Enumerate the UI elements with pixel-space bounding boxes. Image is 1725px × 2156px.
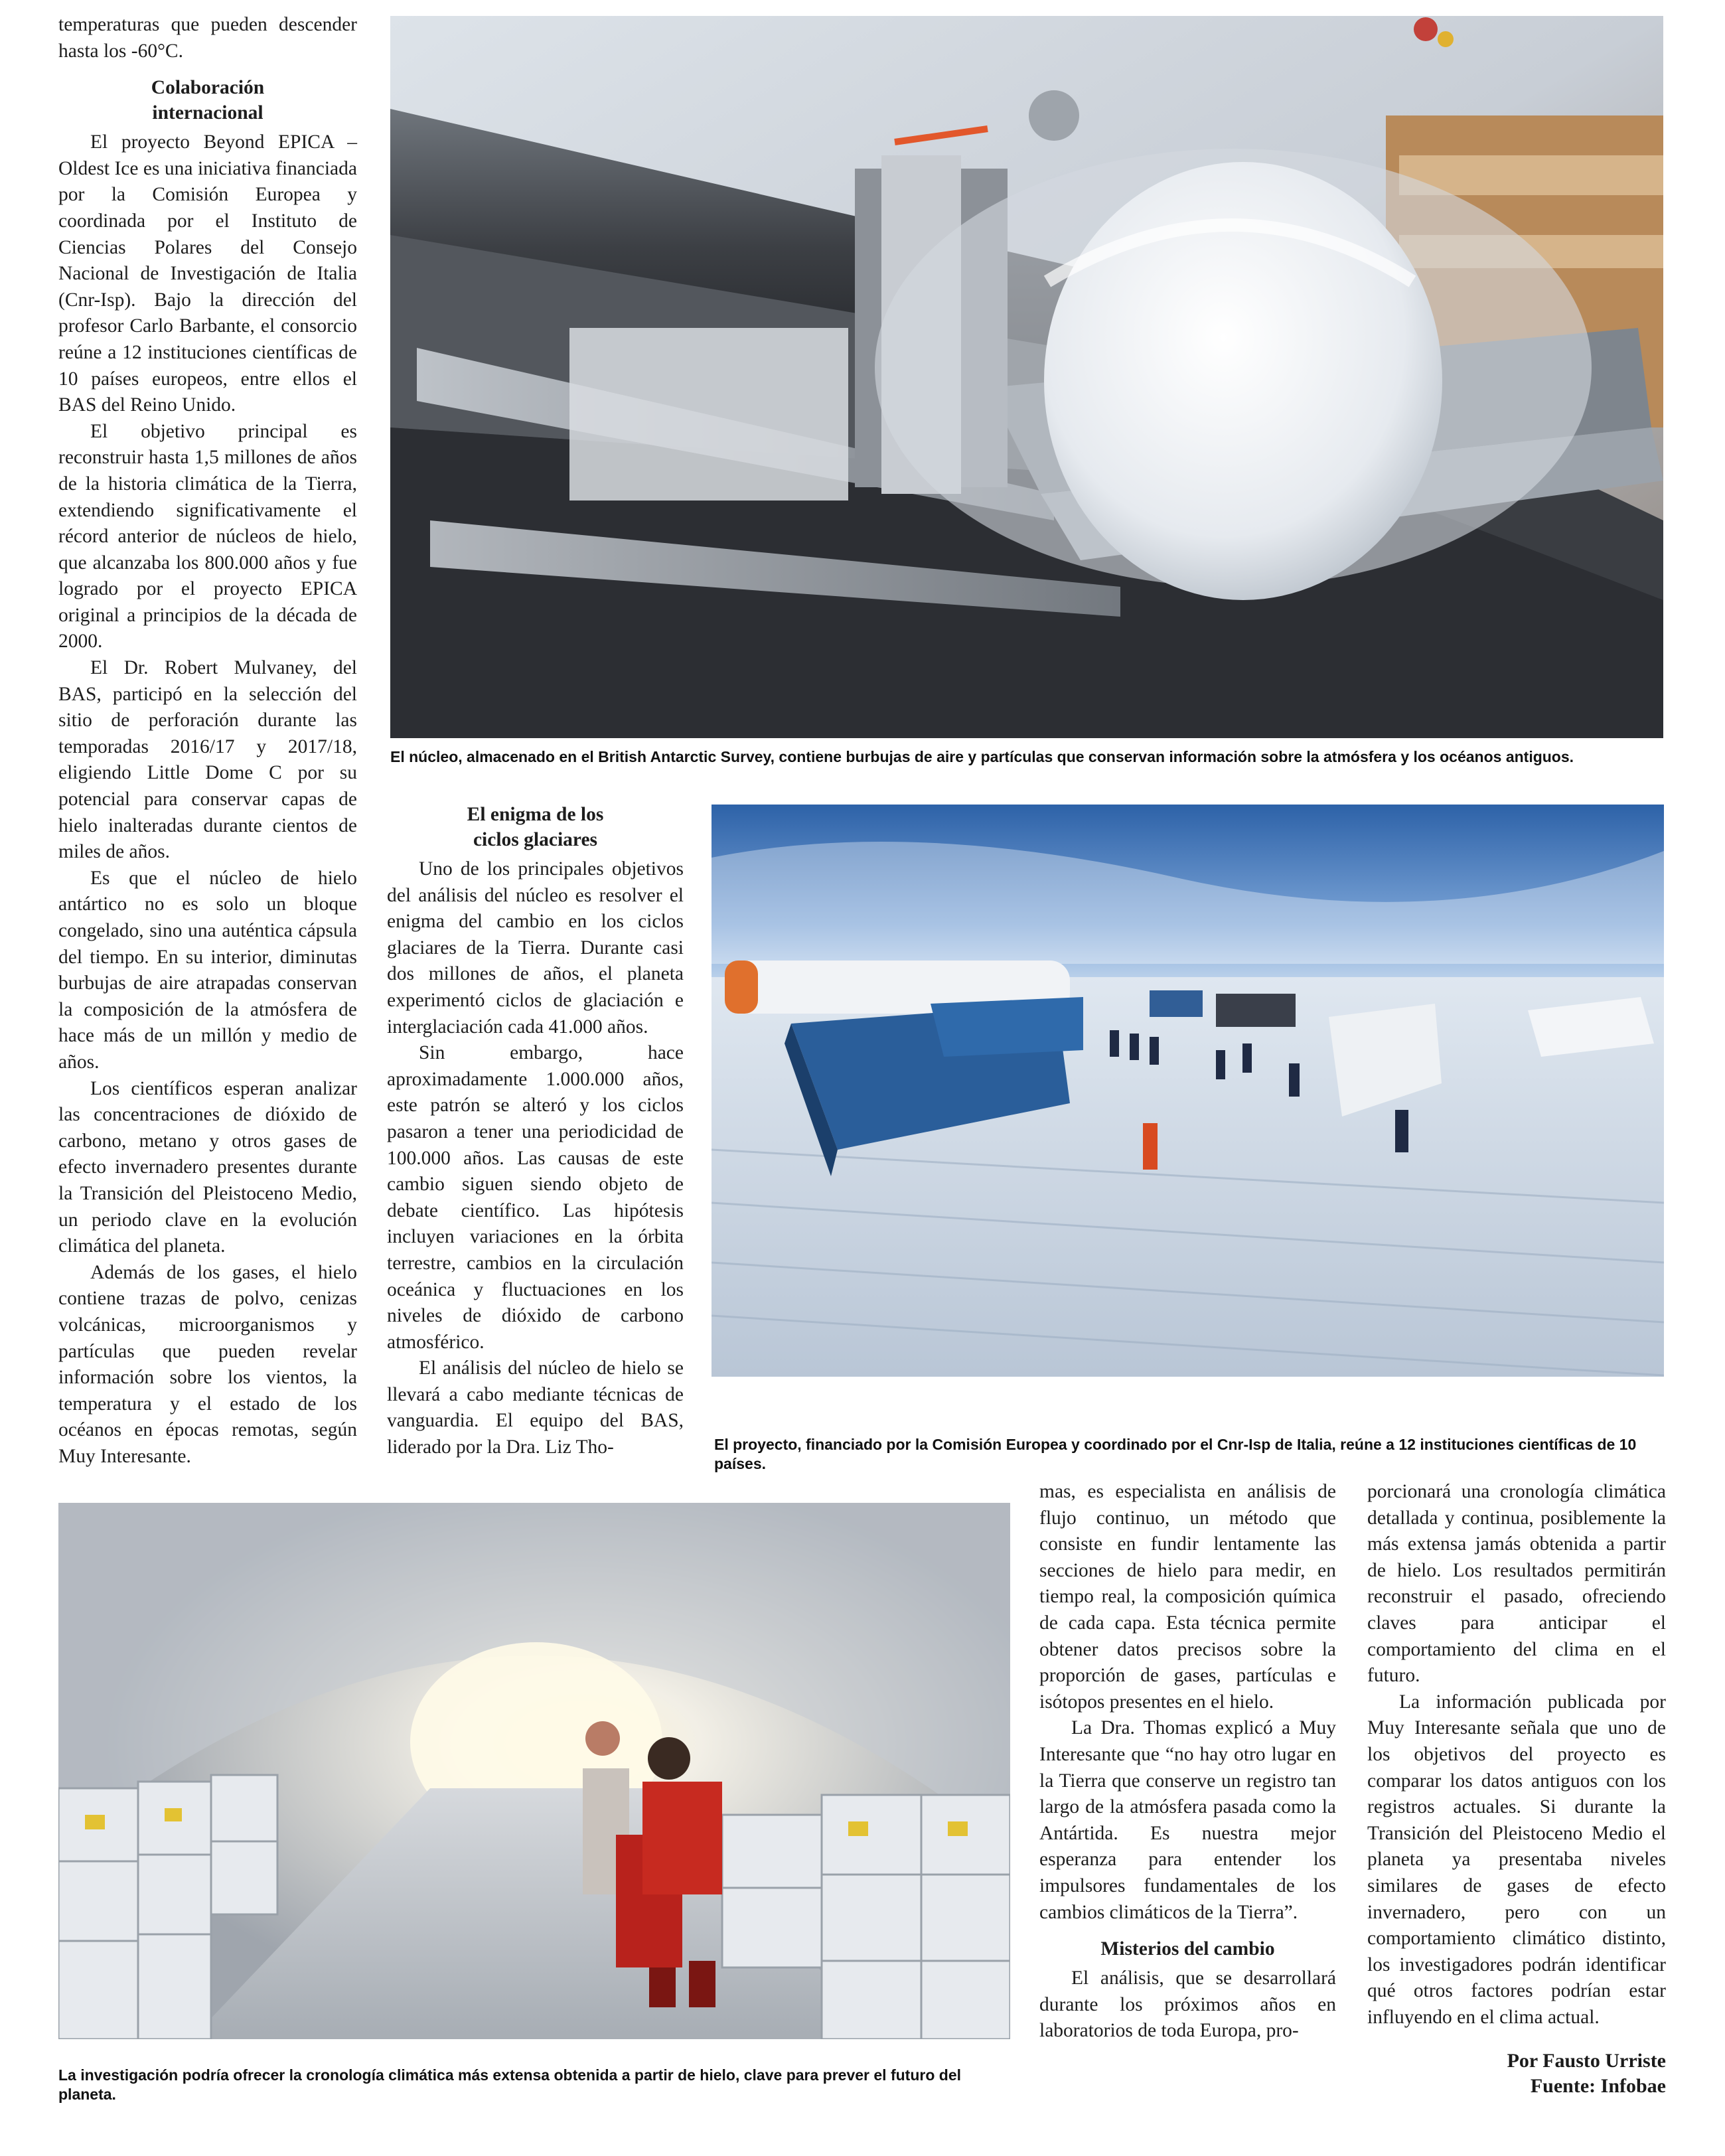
paragraph: temperaturas que pueden descender hasta los -60°C. [58,14,357,62]
section-heading-line: El enigma de los [467,804,604,825]
paragraph: El análisis del núcleo de hielo se llevará a cabo mediante técnicas de vanguardia. El equipo del BAS, liderado por la Dra. Liz Tho- [387,1357,684,1458]
caption-ice-tunnel: La investigación podría ofrecer la cronología climática más extensa obtenida a partir de hielo, clave para prever el futuro del planeta. [58,2066,961,2103]
section-heading-line: Colaboración [151,77,265,99]
section-heading-line: ciclos glaciares [473,829,598,850]
article-column-2 [387,791,684,1461]
paragraph: Uno de los principales objetivos del análisis del núcleo es resolver el enigma del cambio en los ciclos glaciares de la Tierra. Durante casi dos millones de años, el planeta experimentó ciclos de glaciación e interglaciación cada 41.000 años. [387,858,684,1038]
article-column-1 [58,12,357,1470]
paragraph: Sin embargo, hace aproximadamente 1.000.000 años, este patrón se alteró y los ciclos pasaron a tener una periodicidad de 100.000 años. Las causas de este cambio siguen siendo objeto de debate científico. Las hipótesis incluyen variaciones en la órbita terrestre, cambios en la circulación oceánica y fluctuaciones en los niveles de dióxido de carbono atmosférico. [387,1042,684,1353]
article-column-3 [1039,1479,1336,2044]
antarctic-camp-photo [712,805,1664,1377]
section-heading-line: internacional [152,102,263,124]
ice-core-photo [390,16,1663,738]
paragraph: La Dra. Thomas explicó a Muy Interesante que “no hay otro lugar en la Tierra que conserve un registro tan largo de la atmósfera pasada como la Antártida. Es nuestra mejor esperanza para entender los impulsores fundamentales de los cambios climáticos de la Tierra”. [1039,1717,1336,1923]
caption-antarctic-camp: El proyecto, financiado por la Comisión Europea y coordinado por el Cnr-Isp de Italia, reúne a 12 instituciones científicas de 10 países. [714,1436,1637,1472]
section-heading [1039,1936,1336,1962]
section-heading [387,802,684,852]
ice-tunnel-photo [58,1503,1010,2039]
byline-author: Por Fausto Urriste [1507,2050,1666,2072]
paragraph: El Dr. Robert Mulvaney, del BAS, participó en la selección del sitio de perforación durante las temporadas 2016/17 y 2017/18, eligiendo Little Dome C por su potencial para conservar capas de hielo inalteradas durante cientos de miles de años. [58,657,357,863]
paragraph: mas, es especialista en análisis de flujo continuo, un método que consiste en fundir lentamente las secciones de hielo para medir, en tiempo real, la composición química de cada capa. Esta técnica permite obtener datos precisos sobre la proporción de gases, partículas e isótopos presentes en el hielo. [1039,1481,1336,1713]
paragraph: El proyecto Beyond EPICA – Oldest Ice es una iniciativa financiada por la Comisión Europea y coordinada por el Instituto de Ciencias Polares del Consejo Nacional de Investigación de Italia (Cnr-Isp). Bajo la dirección del profesor Carlo Barbante, el consorcio reúne a 12 instituciones científicas de 10 países europeos, entre ellos el BAS del Reino Unido. [58,131,357,416]
byline-source: Fuente: Infobae [1530,2075,1666,2097]
section-heading-line: Misterios del cambio [1100,1938,1275,1960]
paragraph: Los científicos esperan analizar las concentraciones de dióxido de carbono, metano y otros gases de efecto invernadero presentes durante la Transición del Pleistoceno Medio, un periodo clave en la evolución climática del planeta. [58,1077,357,1257]
paragraph: La información publicada por Muy Interesante señala que uno de los objetivos del proyecto es comparar los datos antiguos con los registros actuales. Si durante la Transición del Pleistoceno Medio el planeta ya presentaba niveles similares de gases de efecto invernadero, pero con un comportamiento climático distinto, los investigadores podrán identificar qué otros factores podrían estar influyendo en el clima actual. [1367,1691,1666,2028]
paragraph: Es que el núcleo de hielo antártico no es solo un bloque congelado, sino una auténtica cápsula del tiempo. En su interior, diminutas burbujas de aire atrapadas conservan la composición de la atmósfera de hace más de un millón y medio de años. [58,867,357,1073]
paragraph: El análisis, que se desarrollará durante los próximos años en laboratorios de toda Europa, pro- [1039,1967,1336,2042]
paragraph: Además de los gases, el hielo contiene trazas de polvo, cenizas volcánicas, microorganismos y partículas que pueden revelar información sobre los vientos, la temperatura y el estado de los océanos en épocas remotas, según Muy Interesante. [58,1261,357,1467]
paragraph: porcionará una cronología climática detallada y continua, posiblemente la más extensa jamás obtenida a partir de hielo. Los resultados permitirán reconstruir el pasado, ofreciendo claves para anticipar el comportamiento del clima en el futuro. [1367,1481,1666,1687]
paragraph: El objetivo principal es reconstruir hasta 1,5 millones de años de la historia climática de la Tierra, extendiendo significativamente el récord anterior de núcleos de hielo, que alcanzaba los 800.000 años y fue logrado por el proyecto EPICA original a principios de la década de 2000. [58,420,357,653]
byline [1394,2048,1666,2099]
caption-ice-core: El núcleo, almacenado en el British Antarctic Survey, contiene burbujas de aire y partículas que conservan información sobre la atmósfera y los océanos antiguos. [390,748,1574,765]
article-column-4 [1367,1479,1666,2031]
section-heading [58,75,357,125]
